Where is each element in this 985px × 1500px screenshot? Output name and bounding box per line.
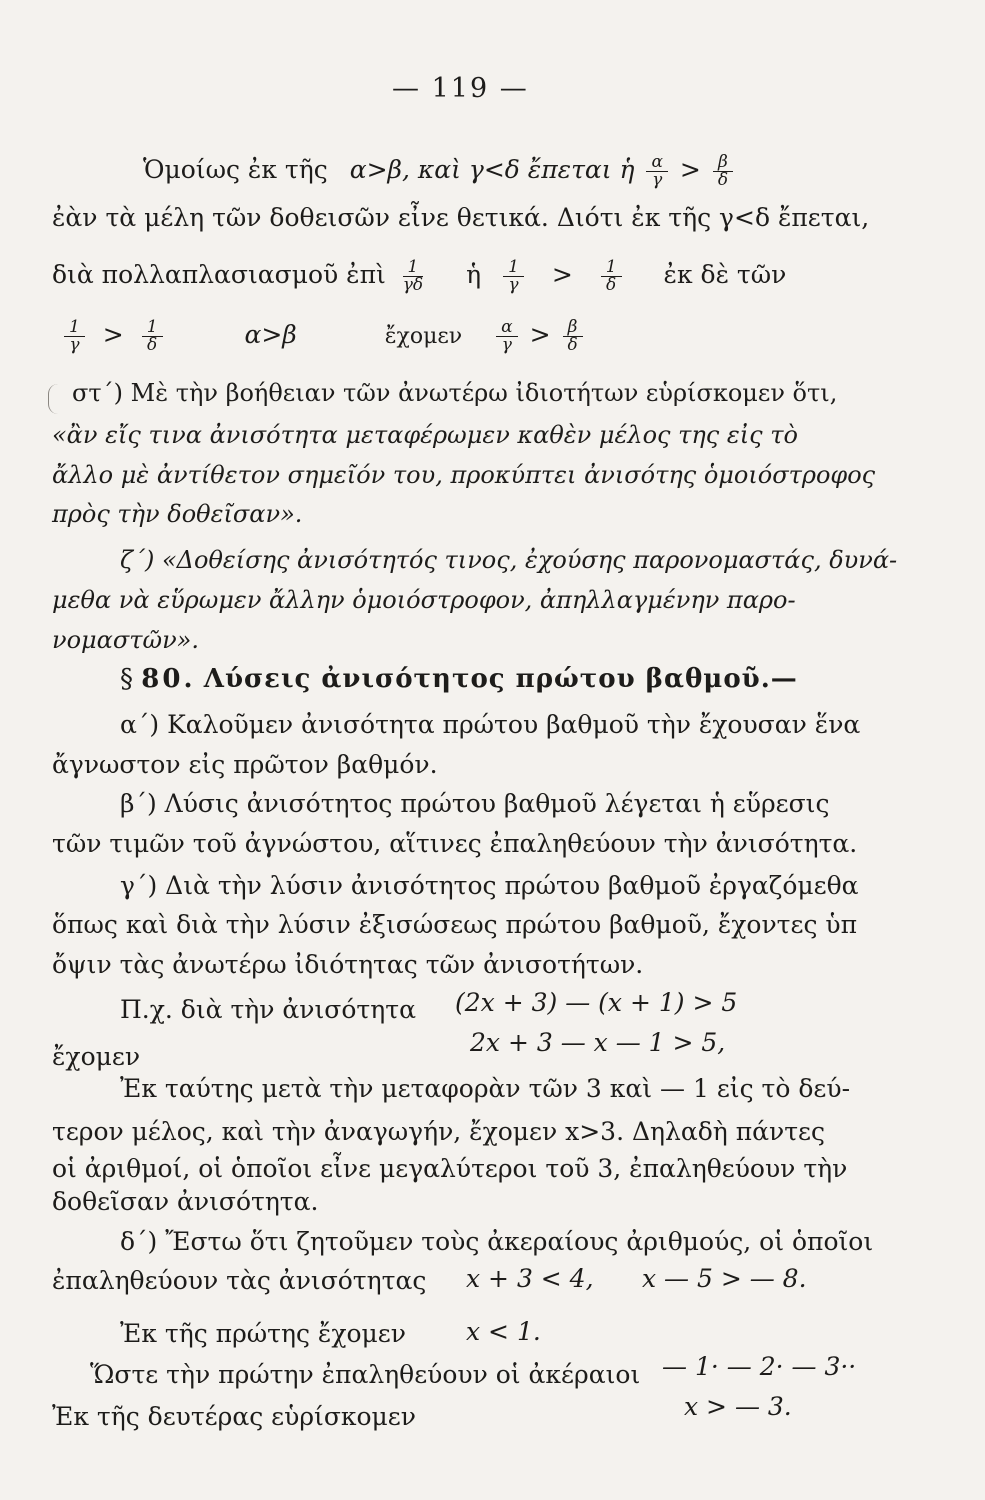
paragraph-d-line-4-text: Ὥστε τὴν πρώτην ἐπαληθεύουν οἱ ἀκέραιοι <box>90 1360 641 1389</box>
section-symbol: § <box>120 664 133 694</box>
fraction-numerator: β <box>713 154 733 172</box>
paragraph-a-line-1: α΄) Καλοῦμεν ἀνισότητα πρώτου βαθμοῦ τὴν ἔχουσαν ἕνα <box>120 710 861 739</box>
line-3-text-c: ἐκ δὲ τῶν <box>663 260 787 289</box>
fraction-b-over-d <box>562 319 582 354</box>
fraction-numerator: 1 <box>601 259 622 277</box>
fraction-a-over-g <box>646 154 667 189</box>
paragraph-g-line-3: ὄψιν τὰς ἀνωτέρω ἰδιότητας τῶν ἀνισοτήτων. <box>52 950 644 979</box>
line-4-text-b: α>β <box>244 320 297 349</box>
fraction-1-over-d <box>142 319 163 354</box>
fraction-denominator: γ <box>69 335 80 355</box>
paragraph-st-line-2: «ἂν εἴς τινα ἀνισότητα μεταφέρωμεν καθὲν μέλος της εἰς τὸ <box>52 421 798 449</box>
result-second: x > — 3. <box>684 1392 792 1421</box>
fraction-denominator: γ <box>508 275 519 295</box>
section-number: 80. <box>141 664 196 694</box>
line-1 <box>143 153 737 189</box>
greater-than-sign: > <box>551 260 573 289</box>
line-3 <box>52 258 786 294</box>
paragraph-g-line-1: γ΄) Διὰ τὴν λύσιν ἀνισότητος πρώτου βαθμοῦ ἐργαζόμεθα <box>120 871 859 900</box>
line-1-text-b: α>β, καὶ γ<δ ἔπεται ἡ <box>349 155 635 184</box>
paragraph-st-line-3: ἄλλο μὲ ἀντίθετον σημεῖόν του, προκύπτει ἀνισότης ὁμοιόστροφος <box>52 461 876 489</box>
fraction-1-over-g <box>64 319 85 354</box>
example-line-1-formula: (2x + 3) — (x + 1) > 5 <box>455 988 738 1017</box>
example-line-6: δοθεῖσαν ἀνισότητα. <box>52 1187 319 1216</box>
example-line-3: Ἐκ ταύτης μετὰ τὴν μεταφορὰν τῶν 3 καὶ — 1 εἰς τὸ δεύ- <box>120 1074 851 1103</box>
fraction-denominator: δ <box>717 170 729 190</box>
paragraph-a-line-2: ἄγνωστον εἰς πρῶτον βαθμόν. <box>52 750 438 779</box>
example-line-1-text: Π.χ. διὰ τὴν ἀνισότητα <box>120 995 416 1024</box>
fraction-1-over-gd <box>398 259 428 294</box>
integer-list: — 1· — 2· — 3·· <box>662 1352 857 1381</box>
fraction-1-over-g <box>503 259 524 294</box>
line-1-text-a: Ὁμοίως ἐκ τῆς <box>143 155 328 184</box>
fraction-a-over-g <box>496 319 517 354</box>
fraction-1-over-d <box>601 259 622 294</box>
paragraph-st-line-1: στ΄) Μὲ τὴν βοήθειαν τῶν ἀνωτέρω ἰδιοτήτων εὑρίσκομεν ὅτι, <box>72 379 838 407</box>
fraction-numerator: 1 <box>142 319 163 337</box>
fraction-numerator: 1 <box>503 259 524 277</box>
fraction-numerator: β <box>563 319 583 337</box>
greater-than-sign: > <box>529 320 551 349</box>
line-4 <box>60 318 587 354</box>
fraction-numerator: α <box>496 319 517 337</box>
example-line-4: τερον μέλος, καὶ τὴν ἀναγωγήν, ἔχομεν x>3. Δηλαδὴ πάντες <box>52 1117 826 1146</box>
inequality-second: x — 5 > — 8. <box>642 1264 807 1293</box>
paragraph-d-line-5-text: Ἐκ τῆς δευτέρας εὑρίσκομεν <box>52 1402 416 1431</box>
paragraph-d-line-3-text: Ἐκ τῆς πρώτης ἔχομεν <box>120 1319 406 1348</box>
fraction-denominator: δ <box>606 275 617 295</box>
fraction-denominator: δ <box>146 335 158 355</box>
line-3-text-a: διὰ πολλαπλασιασμοῦ ἐπὶ <box>52 260 386 289</box>
section-title: Λύσεις ἀνισότητος πρώτου βαθμοῦ.— <box>203 664 798 694</box>
paragraph-st-line-4: πρὸς τὴν δοθεῖσαν». <box>52 500 303 528</box>
fraction-denominator: γδ <box>402 275 424 295</box>
inequality-first: x + 3 < 4, <box>466 1264 594 1293</box>
paragraph-d-line-1: δ΄) Ἔστω ὅτι ζητοῦμεν τοὺς ἀκεραίους ἀριθμούς, οἱ ὁποῖοι <box>120 1227 874 1256</box>
line-3-text-b: ἡ <box>466 260 482 289</box>
example-line-2-text: ἔχομεν <box>52 1042 141 1071</box>
paragraph-b-line-1: β΄) Λύσις ἀνισότητος πρώτου βαθμοῦ λέγεται ἡ εὕρεσις <box>120 789 830 818</box>
fraction-b-over-d <box>713 154 733 189</box>
example-line-5: οἱ ἀριθμοί, οἱ ὁποῖοι εἶνε μεγαλύτεροι τοῦ 3, ἐπαληθεύουν τὴν <box>52 1154 848 1183</box>
margin-bracket-mark <box>48 384 63 414</box>
paragraph-b-line-2: τῶν τιμῶν τοῦ ἀγνώστου, αἵτινες ἐπαληθεύουν τὴν ἀνισότητα. <box>52 829 858 858</box>
result-first: x < 1. <box>466 1317 541 1346</box>
section-heading <box>120 662 798 696</box>
greater-than-sign: > <box>102 320 124 349</box>
fraction-numerator: α <box>646 154 667 172</box>
fraction-denominator: γ <box>652 170 663 190</box>
fraction-denominator: γ <box>501 335 512 355</box>
example-line-2-formula: 2x + 3 — x — 1 > 5, <box>470 1028 726 1057</box>
fraction-numerator: 1 <box>403 259 424 277</box>
fraction-numerator: 1 <box>64 319 85 337</box>
greater-than-sign: > <box>679 155 701 184</box>
paragraph-z-line-1: ζ΄) «Δοθείσης ἀνισότητός τινος, ἐχούσης παρονομαστάς, δυνά- <box>120 546 898 574</box>
page-number: — 119 — <box>392 73 529 104</box>
paragraph-g-line-2: ὅπως καὶ διὰ τὴν λύσιν ἐξισώσεως πρώτου βαθμοῦ, ἔχοντες ὑπ <box>52 910 858 939</box>
fraction-denominator: δ <box>567 335 578 355</box>
line-4-text-c: ἔχομεν <box>384 324 463 349</box>
paragraph-d-line-2-text: ἐπαληθεύουν τὰς ἀνισότητας <box>52 1266 427 1295</box>
paragraph-z-line-3: νομαστῶν». <box>52 626 199 654</box>
line-2: ἐὰν τὰ μέλη τῶν δοθεισῶν εἶνε θετικά. Διότι ἐκ τῆς γ<δ ἔπεται, <box>52 203 870 232</box>
paragraph-z-line-2: μεθα νὰ εὕρωμεν ἄλλην ὁμοιόστροφον, ἀπηλλαγμένην παρο- <box>52 586 796 614</box>
